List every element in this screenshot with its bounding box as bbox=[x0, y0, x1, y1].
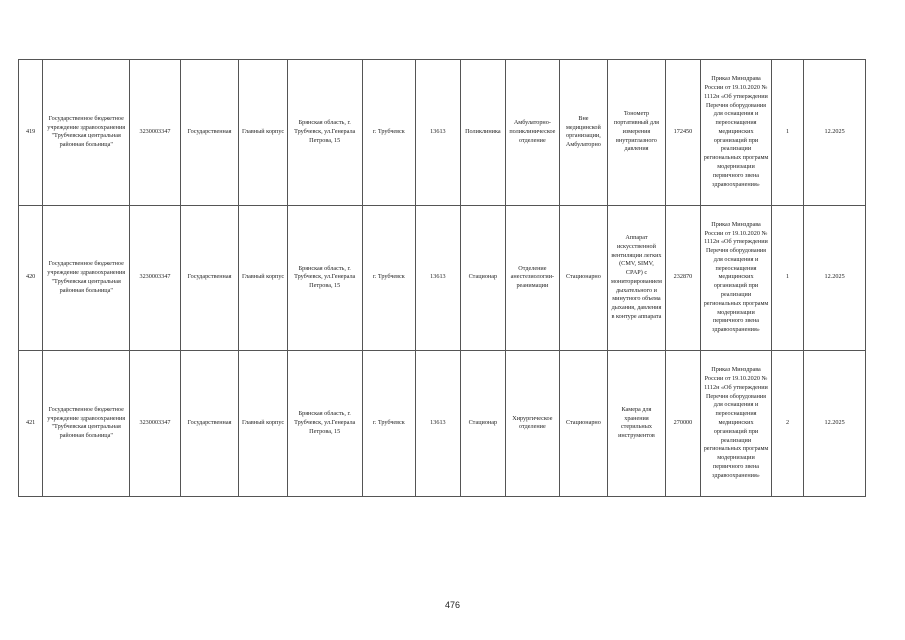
date-cell: 12.2025 bbox=[804, 205, 866, 351]
code-cell: 13613 bbox=[416, 205, 460, 351]
equipment-code-cell: 232870 bbox=[665, 205, 700, 351]
ownership-cell: Государственная bbox=[180, 60, 239, 206]
address-cell: Брянская область, г. Трубчевск, ул.Генерала Петрова, 15 bbox=[287, 60, 362, 206]
date-cell: 12.2025 bbox=[804, 60, 866, 206]
care-type-cell: Стационар bbox=[460, 351, 505, 497]
address-cell: Брянская область, г. Трубчевск, ул.Генерала Петрова, 15 bbox=[287, 205, 362, 351]
institution-cell: Государственное бюджетное учреждение здравоохранения "Трубчевская центральная районная больница" bbox=[43, 60, 130, 206]
building-cell: Главный корпус bbox=[239, 351, 288, 497]
ownership-cell: Государственная bbox=[180, 205, 239, 351]
care-form-cell: Вне медицинской организации, Амбулаторно bbox=[559, 60, 608, 206]
care-type-cell: Поликлиника bbox=[460, 60, 505, 206]
care-form-cell: Стационарно bbox=[559, 351, 608, 497]
city-cell: г. Трубчевск bbox=[362, 60, 416, 206]
department-cell: Отделение анестезиологии-реанимации bbox=[506, 205, 560, 351]
inn-cell: 3230003347 bbox=[130, 205, 181, 351]
city-cell: г. Трубчевск bbox=[362, 205, 416, 351]
order-reference-cell: Приказ Минздрава России от 19.10.2020 № 1112н «Об утверждении Перечня оборудования для оснащения и переоснащения медицинских организаций при реализации региональных программ модернизации первичного звена здравоохранения» bbox=[701, 351, 772, 497]
department-cell: Амбулаторно-поликлиническое отделение bbox=[506, 60, 560, 206]
care-type-cell: Стационар bbox=[460, 205, 505, 351]
department-cell: Хирургическое отделение bbox=[506, 351, 560, 497]
address-cell: Брянская область, г. Трубчевск, ул.Генерала Петрова, 15 bbox=[287, 351, 362, 497]
quantity-cell: 1 bbox=[771, 60, 803, 206]
order-reference-cell: Приказ Минздрава России от 19.10.2020 № 1112н «Об утверждении Перечня оборудования для оснащения и переоснащения медицинских организаций при реализации региональных программ модернизации первичного звена здравоохранения» bbox=[701, 205, 772, 351]
table-body bbox=[19, 60, 866, 497]
building-cell: Главный корпус bbox=[239, 60, 288, 206]
ownership-cell: Государственная bbox=[180, 351, 239, 497]
equipment-cell: Тонометр портативный для измерения внутриглазного давления bbox=[608, 60, 666, 206]
table-row bbox=[19, 205, 866, 351]
equipment-table bbox=[18, 59, 866, 497]
building-cell: Главный корпус bbox=[239, 205, 288, 351]
inn-cell: 3230003347 bbox=[130, 60, 181, 206]
institution-cell: Государственное бюджетное учреждение здравоохранения "Трубчевская центральная районная больница" bbox=[43, 205, 130, 351]
institution-cell: Государственное бюджетное учреждение здравоохранения "Трубчевская центральная районная больница" bbox=[43, 351, 130, 497]
table-row bbox=[19, 351, 866, 497]
quantity-cell: 2 bbox=[771, 351, 803, 497]
page-number: 476 bbox=[444, 600, 461, 610]
equipment-code-cell: 270000 bbox=[665, 351, 700, 497]
equipment-cell: Аппарат искусственной вентиляции легких (CMV, SIMV, CPAP) с мониторированием дыхательного и минутного объема дыхания, давления в контуре аппарата bbox=[608, 205, 666, 351]
row-number-cell: 421 bbox=[19, 351, 43, 497]
row-number-cell: 419 bbox=[19, 60, 43, 206]
equipment-cell: Камера для хранения стерильных инструментов bbox=[608, 351, 666, 497]
table-row bbox=[19, 60, 866, 206]
care-form-cell: Стационарно bbox=[559, 205, 608, 351]
equipment-code-cell: 172450 bbox=[665, 60, 700, 206]
quantity-cell: 1 bbox=[771, 205, 803, 351]
code-cell: 13613 bbox=[416, 60, 460, 206]
city-cell: г. Трубчевск bbox=[362, 351, 416, 497]
row-number-cell: 420 bbox=[19, 205, 43, 351]
order-reference-cell: Приказ Минздрава России от 19.10.2020 № 1112н «Об утверждении Перечня оборудования для оснащения и переоснащения медицинских организаций при реализации региональных программ модернизации первичного звена здравоохранения» bbox=[701, 60, 772, 206]
inn-cell: 3230003347 bbox=[130, 351, 181, 497]
date-cell: 12.2025 bbox=[804, 351, 866, 497]
code-cell: 13613 bbox=[416, 351, 460, 497]
